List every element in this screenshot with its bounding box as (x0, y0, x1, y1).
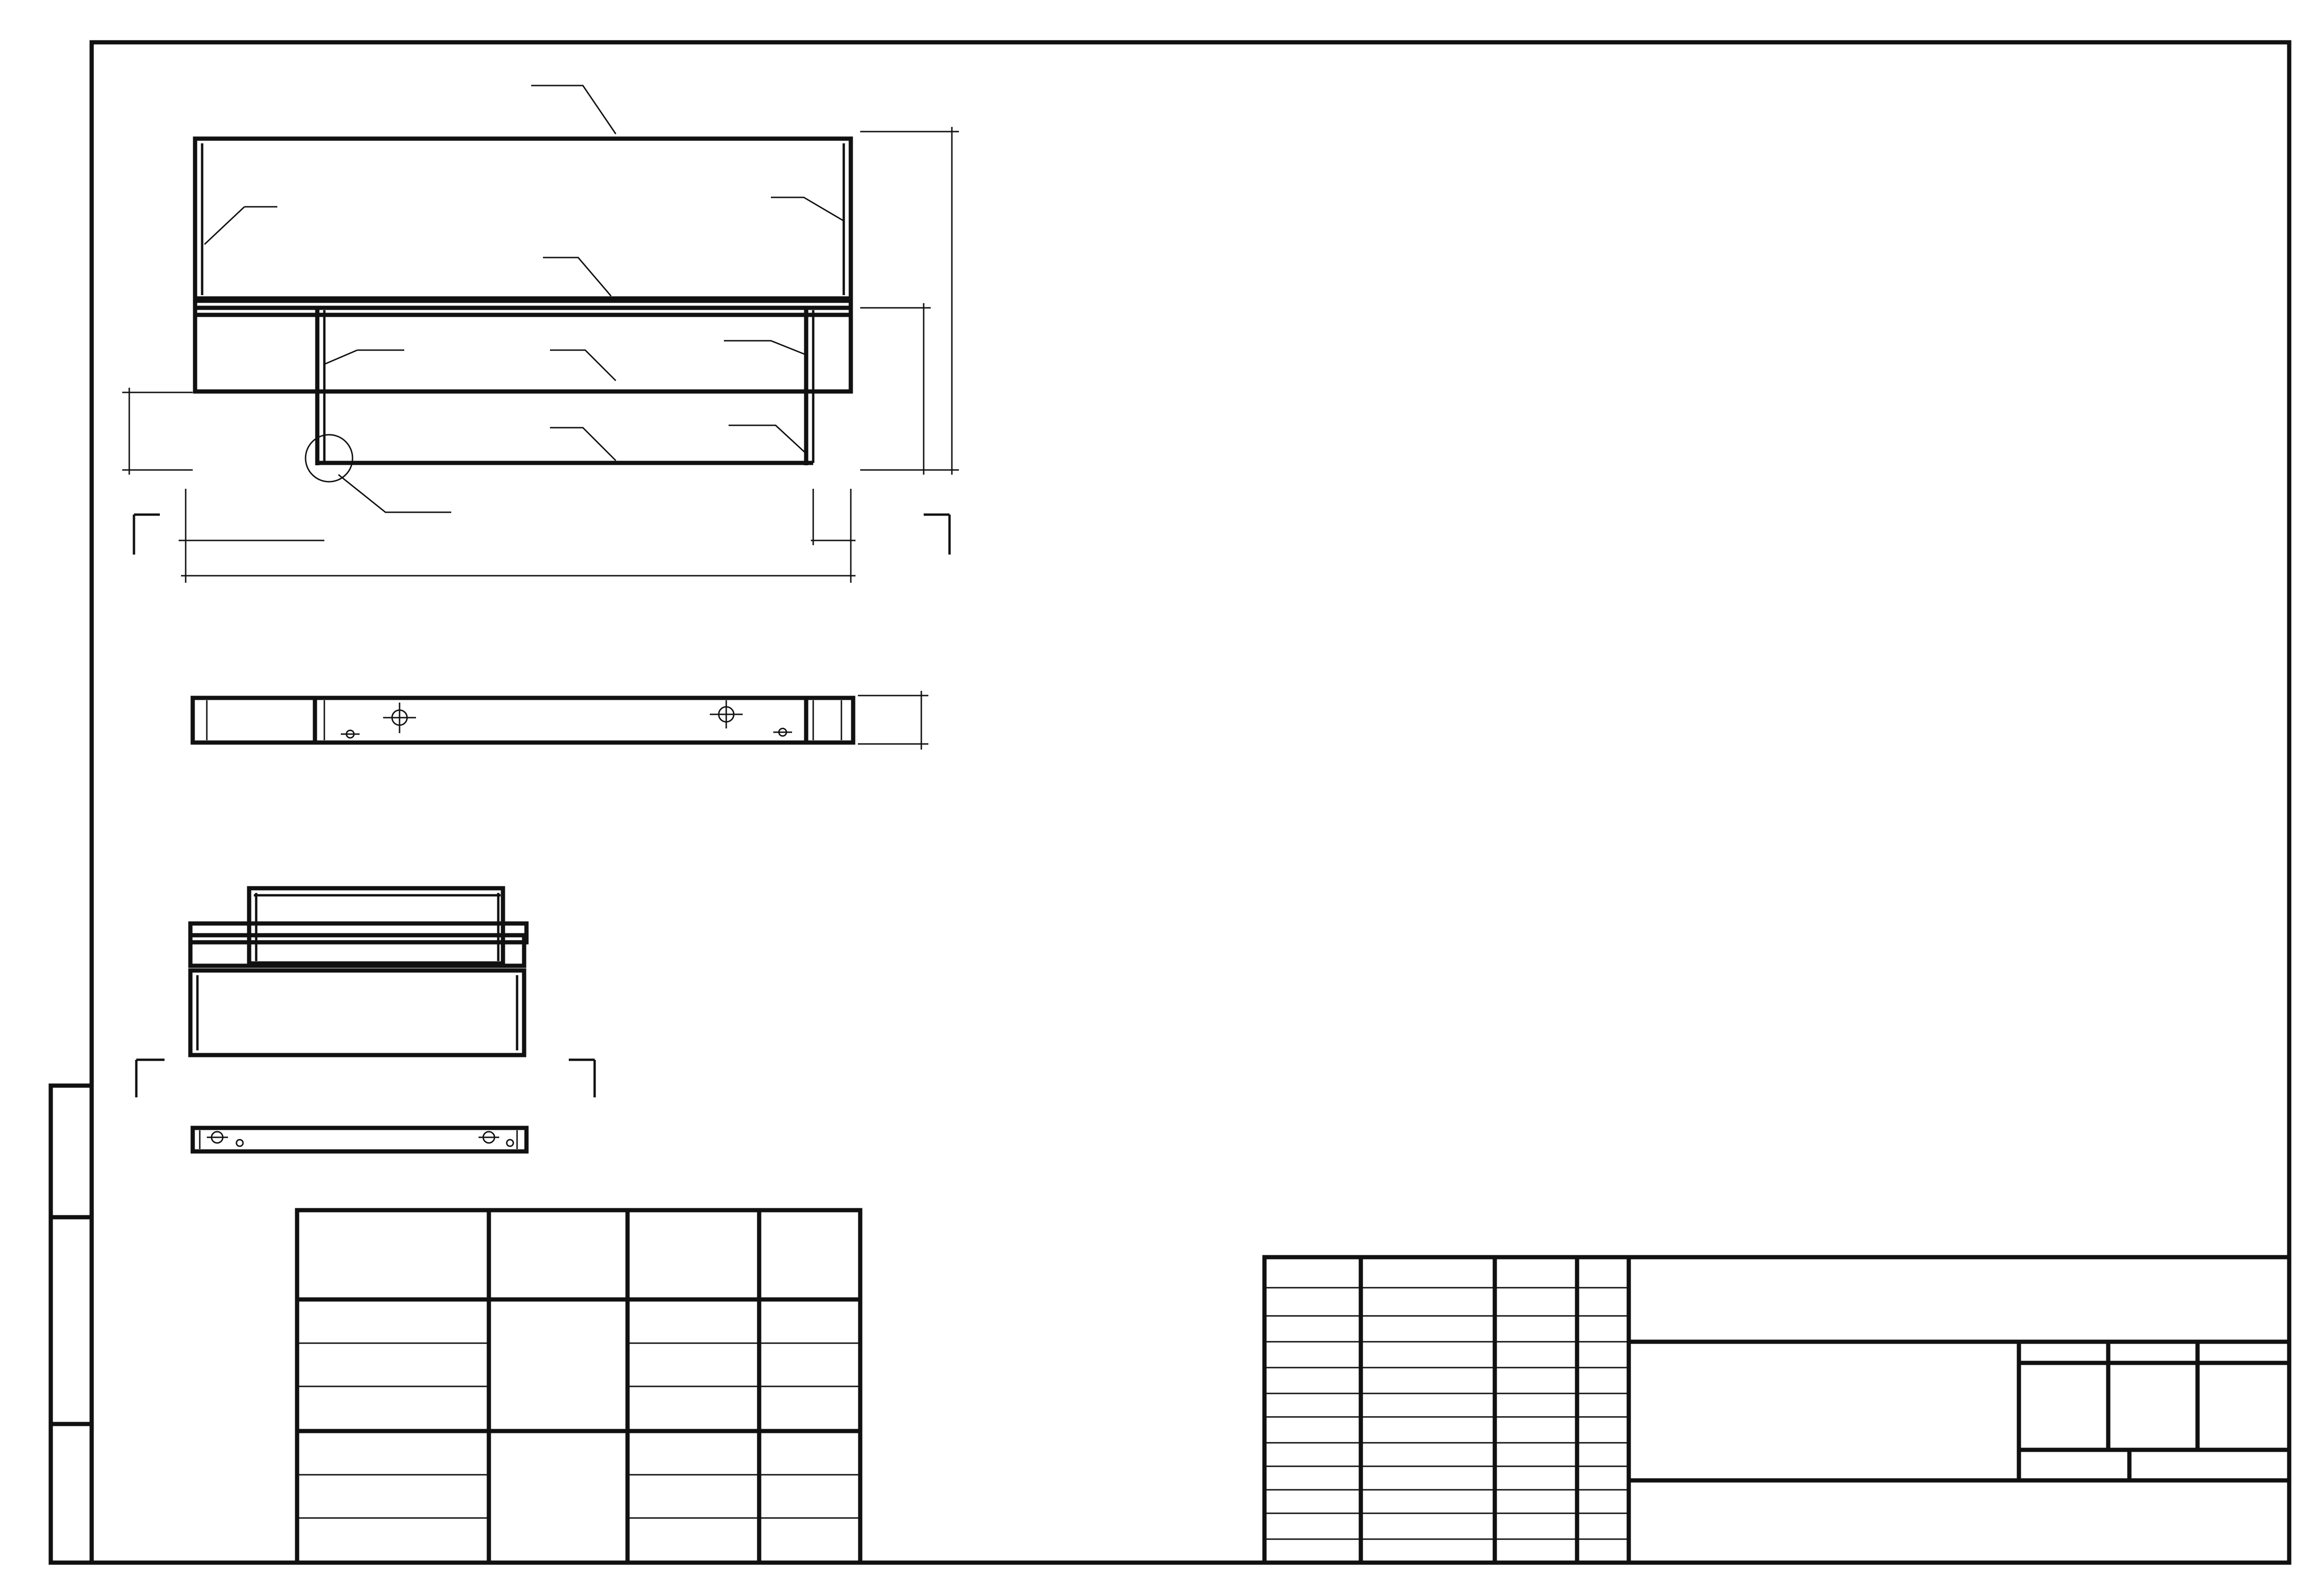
section-2-2 (136, 1060, 595, 1151)
figure-2 (190, 888, 526, 1055)
title-block (1264, 1257, 2289, 1563)
sheet-frame (92, 42, 2289, 1563)
figure-1 (122, 86, 959, 583)
mark-table (297, 1210, 860, 1563)
side-stamp (51, 1086, 92, 1563)
section-1-1 (193, 691, 928, 750)
